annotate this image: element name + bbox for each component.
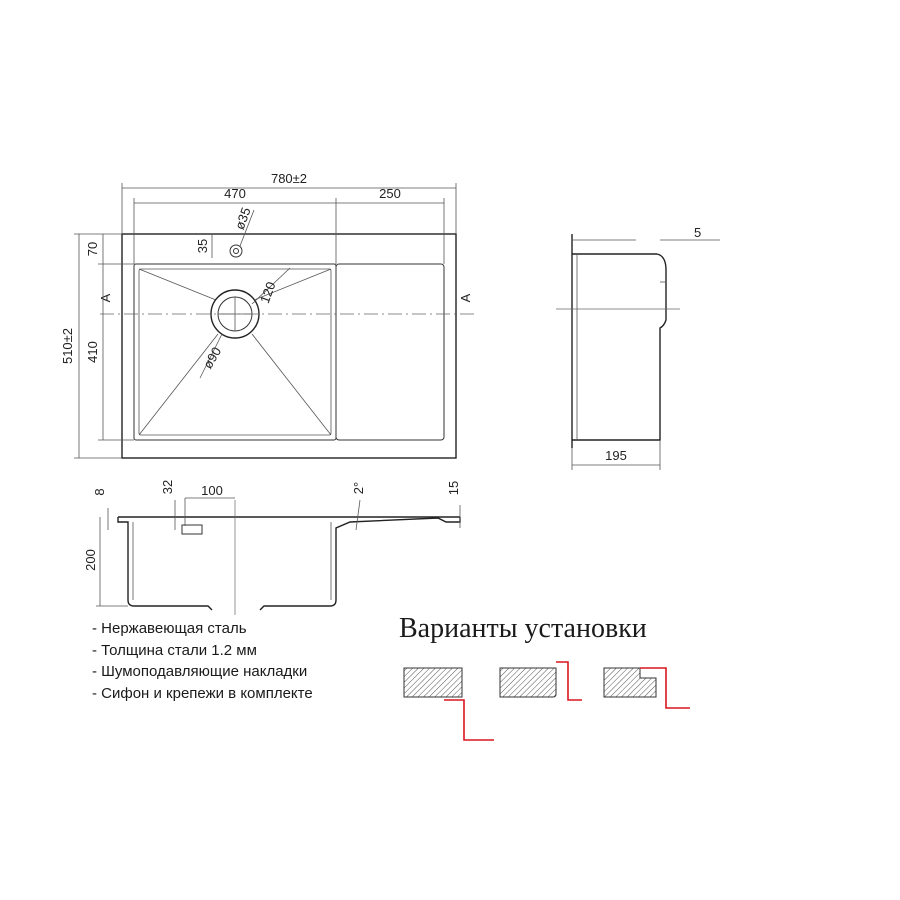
dim-faucet-hole: ø35 [231, 205, 254, 232]
feature-item: - Сифон и крепежи в комплекте [92, 684, 313, 702]
dim-overflow-distance: 100 [201, 483, 223, 498]
dim-slope: 2° [351, 481, 366, 495]
install-variant-flush [604, 668, 690, 708]
dim-back-margin: 70 [85, 241, 100, 257]
dim-overall-width: 780±2 [270, 171, 308, 186]
section-marker-left: A [98, 293, 113, 303]
dim-rim: 8 [92, 488, 107, 496]
install-variant-top-mount [404, 668, 494, 740]
bowl-inner-outline [139, 269, 331, 435]
feature-item: - Толщина стали 1.2 мм [92, 641, 257, 659]
dim-side-depth: 195 [605, 448, 627, 463]
dim-overall-depth: 510±2 [60, 327, 75, 365]
dim-drainboard-height: 15 [446, 480, 461, 496]
dim-overflow-offset: 32 [160, 479, 175, 495]
top-view [60, 171, 475, 458]
dim-bowl-depth: 410 [85, 341, 100, 363]
side-view [556, 225, 720, 470]
sink-outline [122, 234, 456, 458]
dim-drain-diameter: ø90 [200, 344, 225, 372]
installation-title: Варианты установки [399, 613, 647, 644]
feature-item: - Нержавеющая сталь [92, 620, 247, 637]
feature-item: - Шумоподавляющие накладки [92, 663, 308, 680]
dim-bowl-height: 200 [83, 549, 98, 571]
install-variant-undermount [500, 662, 582, 700]
features-list [92, 618, 313, 704]
faucet-hole [230, 245, 242, 257]
dim-drainboard-width: 250 [379, 186, 401, 201]
dim-bowl-width: 470 [224, 186, 246, 201]
dim-flange-offset: 5 [694, 225, 702, 240]
dim-drain-offset: 120 [257, 279, 279, 306]
drainboard-outline [336, 264, 444, 440]
section-marker-right: A [458, 293, 473, 303]
section-view [83, 480, 461, 615]
dim-faucet-offset: 35 [195, 238, 210, 254]
